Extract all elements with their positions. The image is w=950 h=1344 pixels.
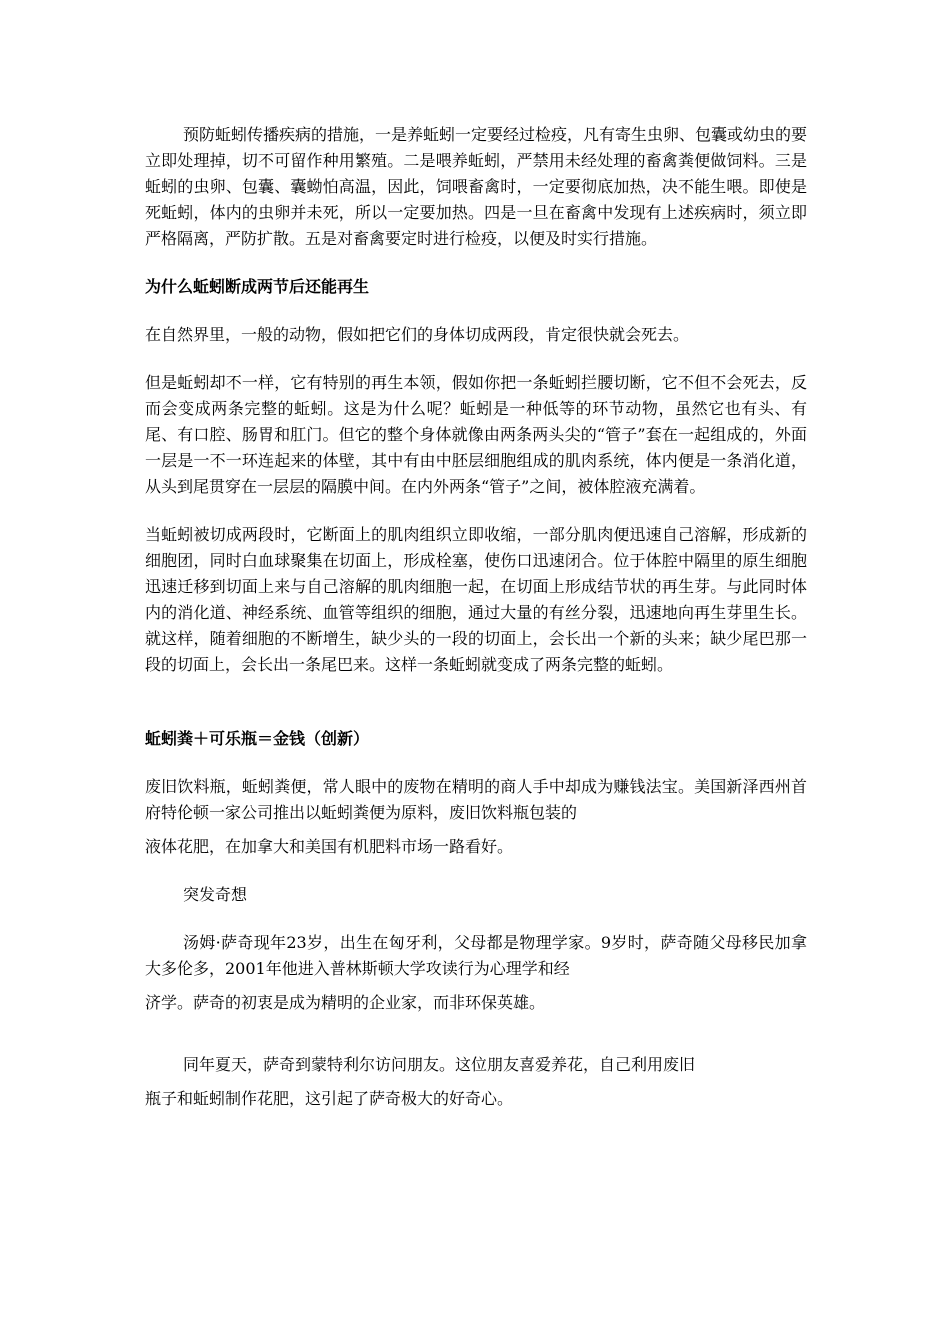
- paragraph-prevention-measures: 预防蚯蚓传播疾病的措施，一是养蚯蚓一定要经过检疫，凡有寄生虫卵、包囊或幼虫的要立即处理掉，切不可留作种用繁殖。二是喂养蚯蚓，严禁用未经处理的畜禽粪便做饲料。三是蚯蚓的虫卵、包囊、囊蚴怕高温，因此，饲喂畜禽时，一定要彻底加热，决不能生喂。即使是死蚯蚓，体内的虫卵并未死，所以一定要加热。四是一旦在畜禽中发现有上述疾病时，须立即严格隔离，严防扩散。五是对畜禽要定时进行检疫，以便及时实行措施。: [145, 125, 808, 248]
- paragraph-earthworm-structure: 但是蚯蚓却不一样，它有特别的再生本领，假如你把一条蚯蚓拦腰切断，它不但不会死去，反而会变成两条完整的蚯蚓。这是为什么呢？蚯蚓是一种低等的环节动物，虽然它也有头、有尾、有口腔、肠胃和肛门。但它的整个身体就像由两条两头尖的“管子”套在一起组成的，外面一层是一不一环连起来的体壁，其中有由中胚层细胞组成的肌肉系统，体内便是一条消化道，从头到尾贯穿在一层层的隔膜中间。在内外两条“管子”之间，被体腔液充满着。: [145, 373, 807, 496]
- document-page: [145, 122, 807, 1112]
- paragraph-tom-szaky-intro: 汤姆·萨奇现年23岁，出生在匈牙利，父母都是物理学家。9岁时，萨奇随父母移民加拿大多伦多，2001年他进入普林斯顿大学攻读行为心理学和经: [145, 933, 807, 978]
- paragraph-tom-szaky-intro-end: 济学。萨奇的初衷是成为精明的企业家，而非环保英雄。: [145, 993, 546, 1012]
- paragraph-summer-visit-end: 瓶子和蚯蚓制作花肥，这引起了萨奇极大的好奇心。: [145, 1089, 514, 1108]
- subheading-sudden-idea: 突发奇想: [183, 885, 248, 904]
- section-heading-innovation: 蚯蚓粪＋可乐瓶＝金钱（创新）: [145, 729, 370, 748]
- paragraph-bottles-intro: 废旧饮料瓶，蚯蚓粪便，常人眼中的废物在精明的商人手中却成为赚钱法宝。美国新泽西州首府特伦顿一家公司推出以蚯蚓粪便为原料，废旧饮料瓶包装的: [145, 777, 807, 822]
- paragraph-bottles-intro-end: 液体花肥，在加拿大和美国有机肥料市场一路看好。: [145, 837, 514, 856]
- paragraph-nature-intro: 在自然界里，一般的动物，假如把它们的身体切成两段，肯定很快就会死去。: [145, 325, 690, 344]
- paragraph-summer-visit: 同年夏天，萨奇到蒙特利尔访问朋友。这位朋友喜爱养花，自己利用废旧: [183, 1055, 696, 1074]
- paragraph-regeneration-process: 当蚯蚓被切成两段时，它断面上的肌肉组织立即收缩，一部分肌肉便迅速自己溶解，形成新的细胞团，同时白血球聚集在切面上，形成栓塞，使伤口迅速闭合。位于体腔中隔里的原生细胞迅速迁移到切面上来与自己溶解的肌肉细胞一起，在切面上形成结节状的再生芽。与此同时体内的消化道、神经系统、血管等组织的细胞，通过大量的有丝分裂，迅速地向再生芽里生长。就这样，随着细胞的不断增生，缺少头的一段的切面上，会长出一个新的头来；缺少尾巴那一段的切面上，会长出一条尾巴来。这样一条蚯蚓就变成了两条完整的蚯蚓。: [145, 525, 807, 674]
- section-heading-regeneration: 为什么蚯蚓断成两节后还能再生: [145, 277, 370, 296]
